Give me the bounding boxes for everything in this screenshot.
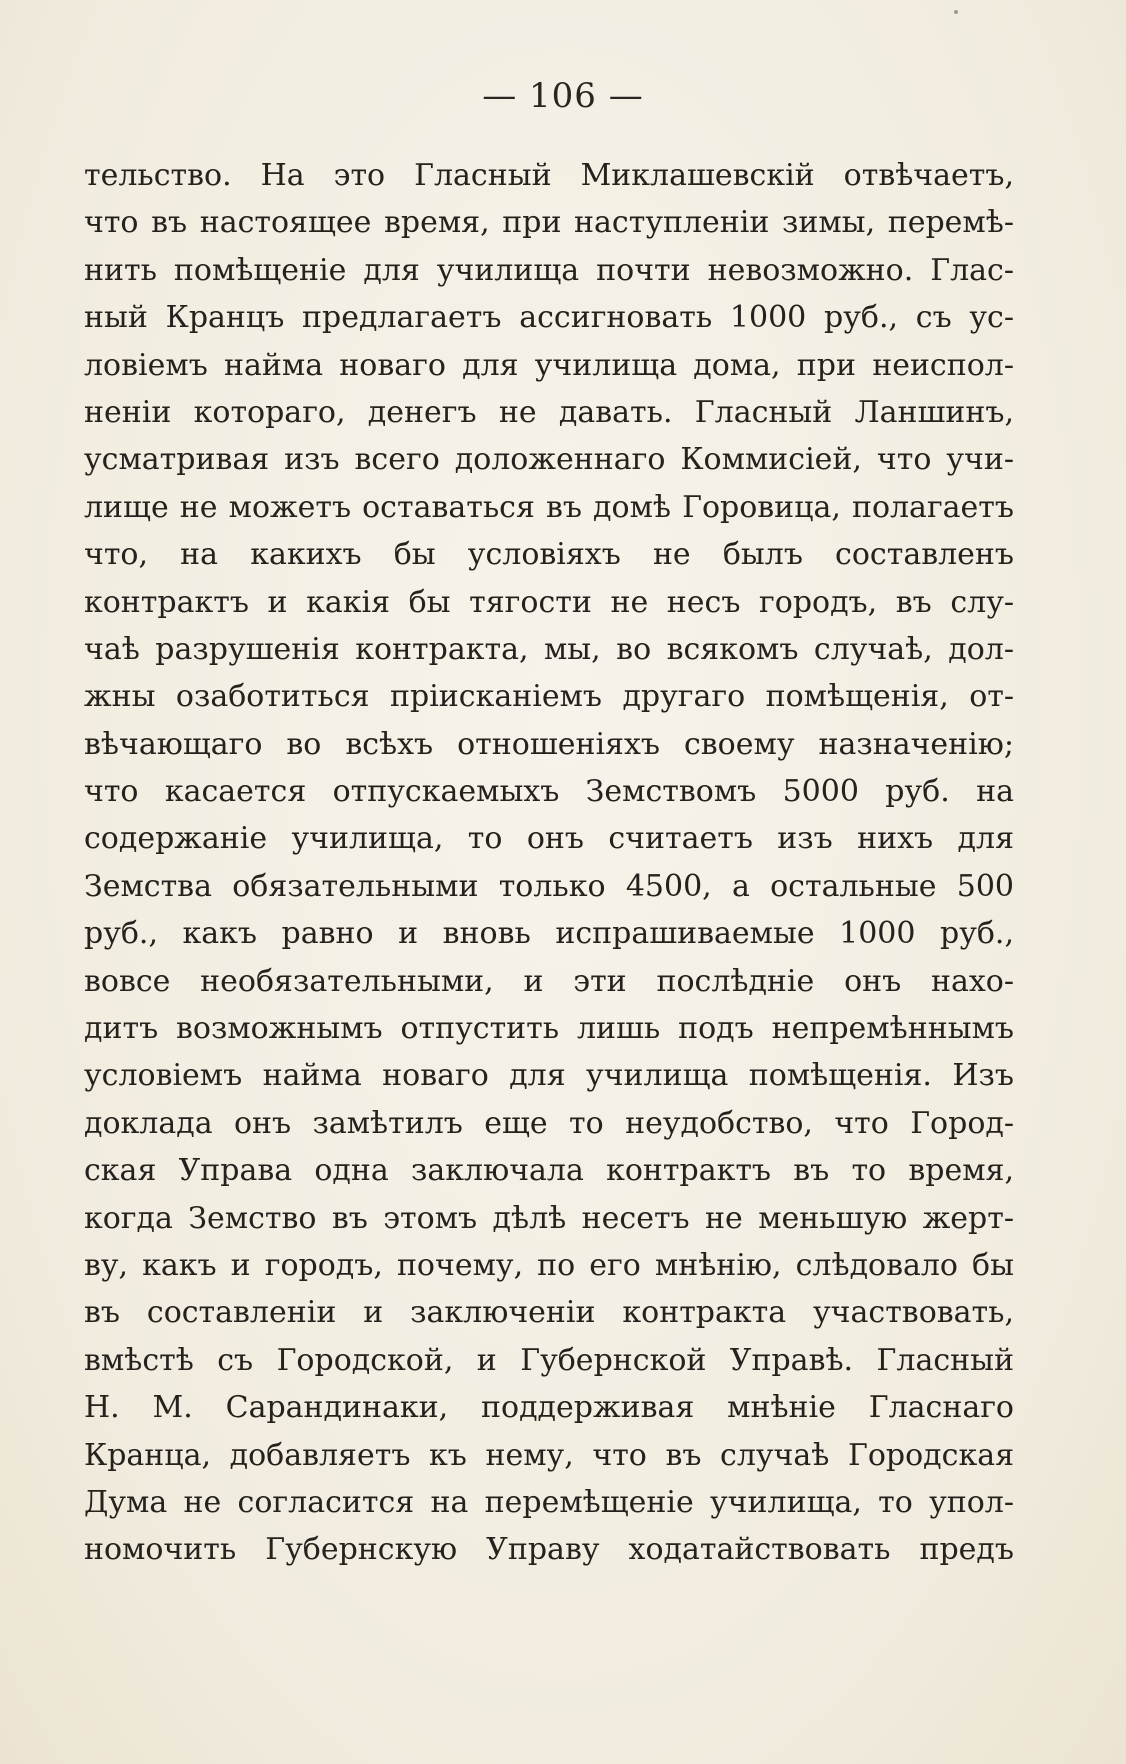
text-line: что въ настоящее время, при наступленіи зимы, перемѣ- [84, 205, 1014, 241]
text-line: ву, какъ и городъ, почему, по его мнѣнію, слѣдовало бы [84, 1247, 1014, 1283]
text-line: вѣчающаго во всѣхъ отношеніяхъ своему назначенію; [84, 726, 1014, 762]
text-line: что касается отпускаемыхъ Земствомъ 5000 руб. на [84, 774, 1014, 810]
page-number: — 106 — [482, 76, 644, 116]
text-line: усматривая изъ всего доложеннаго Коммисіей, что учи- [84, 442, 1014, 478]
text-line: тельство. На это Гласный Миклашевскій отвѣчаетъ, [84, 158, 1014, 193]
text-line: Земства обязательными только 4500, а остальные 500 [84, 868, 1014, 904]
text-line: дитъ возможнымъ отпустить лишь подъ непремѣннымъ [84, 1011, 1014, 1047]
text-line: вовсе необязательными, и эти послѣдніе онъ нахо- [84, 963, 1014, 999]
text-line: что, на какихъ бы условіяхъ не былъ составленъ [84, 537, 1014, 573]
text-line: жны озаботиться пріисканіемъ другаго помѣщенія, от- [84, 679, 1014, 715]
text-line: нить помѣщеніе для училища почти невозможно. Глас- [84, 252, 1014, 288]
text-line: содержаніе училища, то онъ считаетъ изъ нихъ для [84, 821, 1014, 857]
text-line: ская Управа одна заключала контрактъ въ то время, [84, 1153, 1014, 1189]
text-line: вмѣстѣ съ Городской, и Губернской Управѣ. Гласный [84, 1342, 1014, 1378]
text-line: руб., какъ равно и вновь испрашиваемые 1000 руб., [84, 916, 1014, 952]
ink-speck [954, 10, 958, 14]
text-line: лище не можетъ оставаться въ домѣ Горовица, полагаетъ [84, 489, 1014, 525]
text-line: ловіемъ найма новаго для училища дома, при неиспол- [84, 347, 1014, 383]
text-line: условіемъ найма новаго для училища помѣщенія. Изъ [84, 1058, 1014, 1094]
text-line: Кранца, добавляетъ къ нему, что въ случаѣ Городская [84, 1437, 1014, 1473]
text-line: контрактъ и какія бы тягости не несъ городъ, въ слу- [84, 584, 1014, 620]
body-text [84, 152, 1014, 1574]
text-line: когда Земство въ этомъ дѣлѣ несетъ не меньшую жерт- [84, 1200, 1014, 1236]
text-line: доклада онъ замѣтилъ еще то неудобство, что Город- [84, 1105, 1014, 1141]
text-line: чаѣ разрушенія контракта, мы, во всякомъ случаѣ, дол- [84, 631, 1014, 667]
text-line: въ составленіи и заключеніи контракта участвовать, [84, 1295, 1014, 1331]
text-line: Н. М. Сарандинаки, поддерживая мнѣніе Гласнаго [84, 1390, 1014, 1426]
text-line: ный Кранцъ предлагаетъ ассигновать 1000 руб., съ ус- [84, 300, 1014, 336]
text-line: неніи котораго, денегъ не давать. Гласный Ланшинъ, [84, 394, 1014, 430]
text-line: Дума не согласится на перемѣщеніе училища, то упол- [84, 1484, 1014, 1520]
text-line: номочить Губернскую Управу ходатайствовать предъ [84, 1532, 1014, 1568]
